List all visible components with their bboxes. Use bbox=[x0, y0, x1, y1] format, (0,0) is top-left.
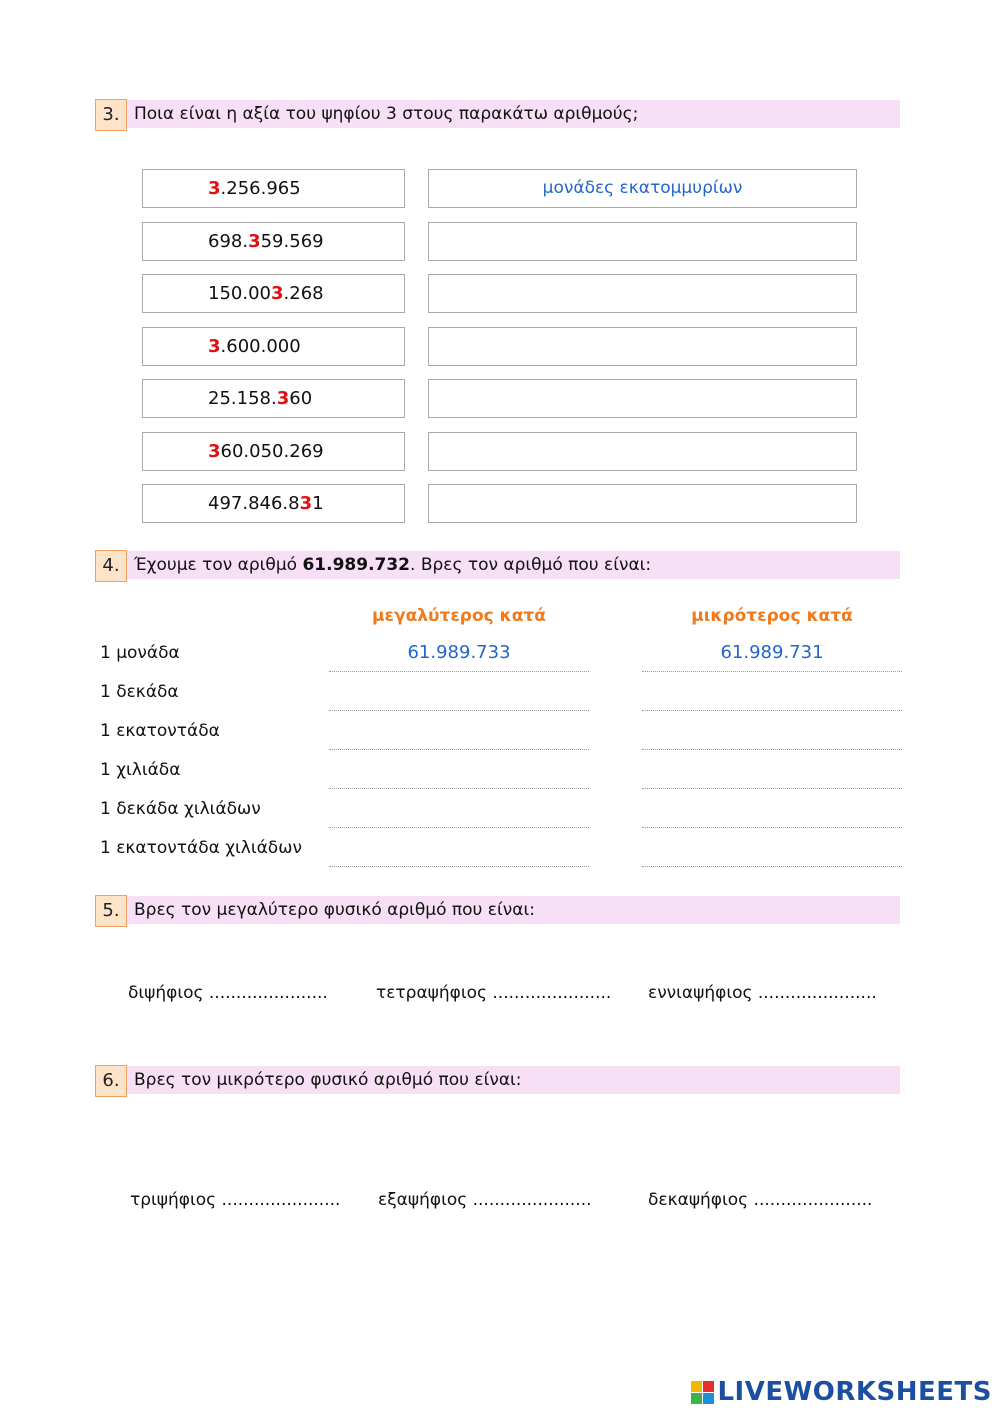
q6-number: 6. bbox=[95, 1065, 127, 1097]
q3-highlighted-digit: 3 bbox=[208, 178, 221, 199]
q3-number-part: 60.050.269 bbox=[220, 441, 324, 462]
q3-number-part: 150.00 bbox=[208, 283, 271, 304]
q3-question-text: Ποια είναι η αξία του ψηφίου 3 στους παρακάτω αριθμούς; bbox=[134, 104, 639, 124]
q3-number: 3. bbox=[95, 99, 127, 131]
q3-highlighted-digit: 3 bbox=[299, 493, 313, 514]
q3-number-value bbox=[208, 223, 324, 260]
q3-number-part: .256.965 bbox=[220, 178, 301, 199]
q3-number-part: .600.000 bbox=[220, 336, 301, 357]
q4-greater-answer[interactable]: 61.989.733 bbox=[407, 642, 511, 663]
q4-row-label: 1 εκατοντάδα bbox=[100, 721, 220, 741]
q4-column-greater: μεγαλύτερος κατά bbox=[372, 606, 546, 626]
q4-answer-dotted-line bbox=[642, 827, 902, 828]
q4-question-text bbox=[134, 555, 651, 575]
q3-answer-field[interactable] bbox=[428, 432, 857, 471]
q3-number-part: 59.569 bbox=[260, 231, 324, 252]
liveworksheets-logo-text: LIVEWORKSHEETS bbox=[717, 1377, 992, 1407]
q5-question-text: Βρες τον μεγαλύτερο φυσικό αριθμό που είναι: bbox=[134, 900, 535, 920]
q5-number: 5. bbox=[95, 895, 127, 927]
q5-item-nine-digit[interactable]: εννιαψήφιος ...................... bbox=[648, 983, 877, 1003]
q3-number-value bbox=[208, 380, 312, 417]
q4-text-pre: Έχουμε τον αριθμό bbox=[134, 555, 303, 575]
q3-highlighted-digit: 3 bbox=[208, 336, 221, 357]
q4-answer-dotted-line bbox=[642, 866, 902, 867]
q4-row-label: 1 εκατοντάδα χιλιάδων bbox=[100, 838, 302, 858]
q3-answer-text: μονάδες εκατομμυρίων bbox=[542, 178, 743, 198]
q3-number-box bbox=[142, 379, 405, 418]
q4-answer-dotted-line bbox=[329, 866, 589, 867]
q4-row-label: 1 δεκάδα χιλιάδων bbox=[100, 799, 261, 819]
q4-answer-dotted-line bbox=[329, 788, 589, 789]
q3-number-box bbox=[142, 274, 405, 313]
q3-answer-field[interactable] bbox=[428, 169, 857, 208]
q3-number-box bbox=[142, 327, 405, 366]
q4-answer-dotted-line bbox=[642, 788, 902, 789]
q4-answer-dotted-line bbox=[329, 827, 589, 828]
q4-answer-dotted-line bbox=[642, 671, 902, 672]
q3-highlighted-digit: 3 bbox=[270, 283, 284, 304]
logo-square-2 bbox=[703, 1381, 714, 1392]
q4-number: 4. bbox=[95, 550, 127, 582]
q3-number-box bbox=[142, 432, 405, 471]
q4-answer-dotted-line bbox=[642, 749, 902, 750]
q6-item-ten-digit[interactable]: δεκαψήφιος ...................... bbox=[648, 1190, 873, 1210]
q3-number-box bbox=[142, 484, 405, 523]
q3-answer-field[interactable] bbox=[428, 327, 857, 366]
q5-item-four-digit[interactable]: τετραψήφιος ...................... bbox=[376, 983, 612, 1003]
q3-number-value bbox=[208, 275, 324, 312]
q4-column-smaller: μικρότερος κατά bbox=[691, 606, 853, 626]
logo-square-3 bbox=[691, 1393, 702, 1404]
q4-answer-dotted-line bbox=[329, 671, 589, 672]
q3-highlighted-digit: 3 bbox=[208, 441, 221, 462]
q6-item-six-digit[interactable]: εξαψήφιος ...................... bbox=[378, 1190, 592, 1210]
q3-number-part: .268 bbox=[283, 283, 324, 304]
q3-highlighted-digit: 3 bbox=[248, 231, 261, 252]
q3-highlighted-digit: 3 bbox=[276, 388, 290, 409]
q3-answer-field[interactable] bbox=[428, 484, 857, 523]
q4-text-post: . Βρες τον αριθμό που είναι: bbox=[410, 555, 652, 575]
q3-number-part: 60 bbox=[289, 388, 313, 409]
q3-number-value bbox=[208, 328, 301, 365]
q3-number-value bbox=[208, 433, 324, 470]
q3-number-box bbox=[142, 169, 405, 208]
q5-item-two-digit[interactable]: διψήφιος ...................... bbox=[128, 983, 328, 1003]
q4-answer-dotted-line bbox=[329, 749, 589, 750]
q3-number-box bbox=[142, 222, 405, 261]
q4-row-label: 1 μονάδα bbox=[100, 643, 180, 663]
q4-answer-dotted-line bbox=[642, 710, 902, 711]
q6-question-text: Βρες τον μικρότερο φυσικό αριθμό που είναι: bbox=[134, 1070, 522, 1090]
logo-square-4 bbox=[703, 1393, 714, 1404]
q3-answer-field[interactable] bbox=[428, 379, 857, 418]
liveworksheets-logo bbox=[691, 1377, 992, 1407]
liveworksheets-logo-mark bbox=[691, 1381, 714, 1404]
q4-row-label: 1 χιλιάδα bbox=[100, 760, 181, 780]
q4-smaller-answer[interactable]: 61.989.731 bbox=[720, 642, 824, 663]
q3-number-part: 25.158. bbox=[208, 388, 277, 409]
q3-number-value bbox=[208, 170, 301, 207]
q3-answer-field[interactable] bbox=[428, 274, 857, 313]
q3-number-value bbox=[208, 485, 324, 522]
q6-item-three-digit[interactable]: τριψήφιος ...................... bbox=[130, 1190, 341, 1210]
q4-answer-dotted-line bbox=[329, 710, 589, 711]
q3-number-part: 1 bbox=[312, 493, 324, 514]
q4-row-label: 1 δεκάδα bbox=[100, 682, 179, 702]
q3-answer-field[interactable] bbox=[428, 222, 857, 261]
q3-number-part: 698. bbox=[208, 231, 249, 252]
logo-square-1 bbox=[691, 1381, 702, 1392]
q3-number-part: 497.846.8 bbox=[208, 493, 300, 514]
q4-given-number: 61.989.732 bbox=[302, 555, 411, 575]
